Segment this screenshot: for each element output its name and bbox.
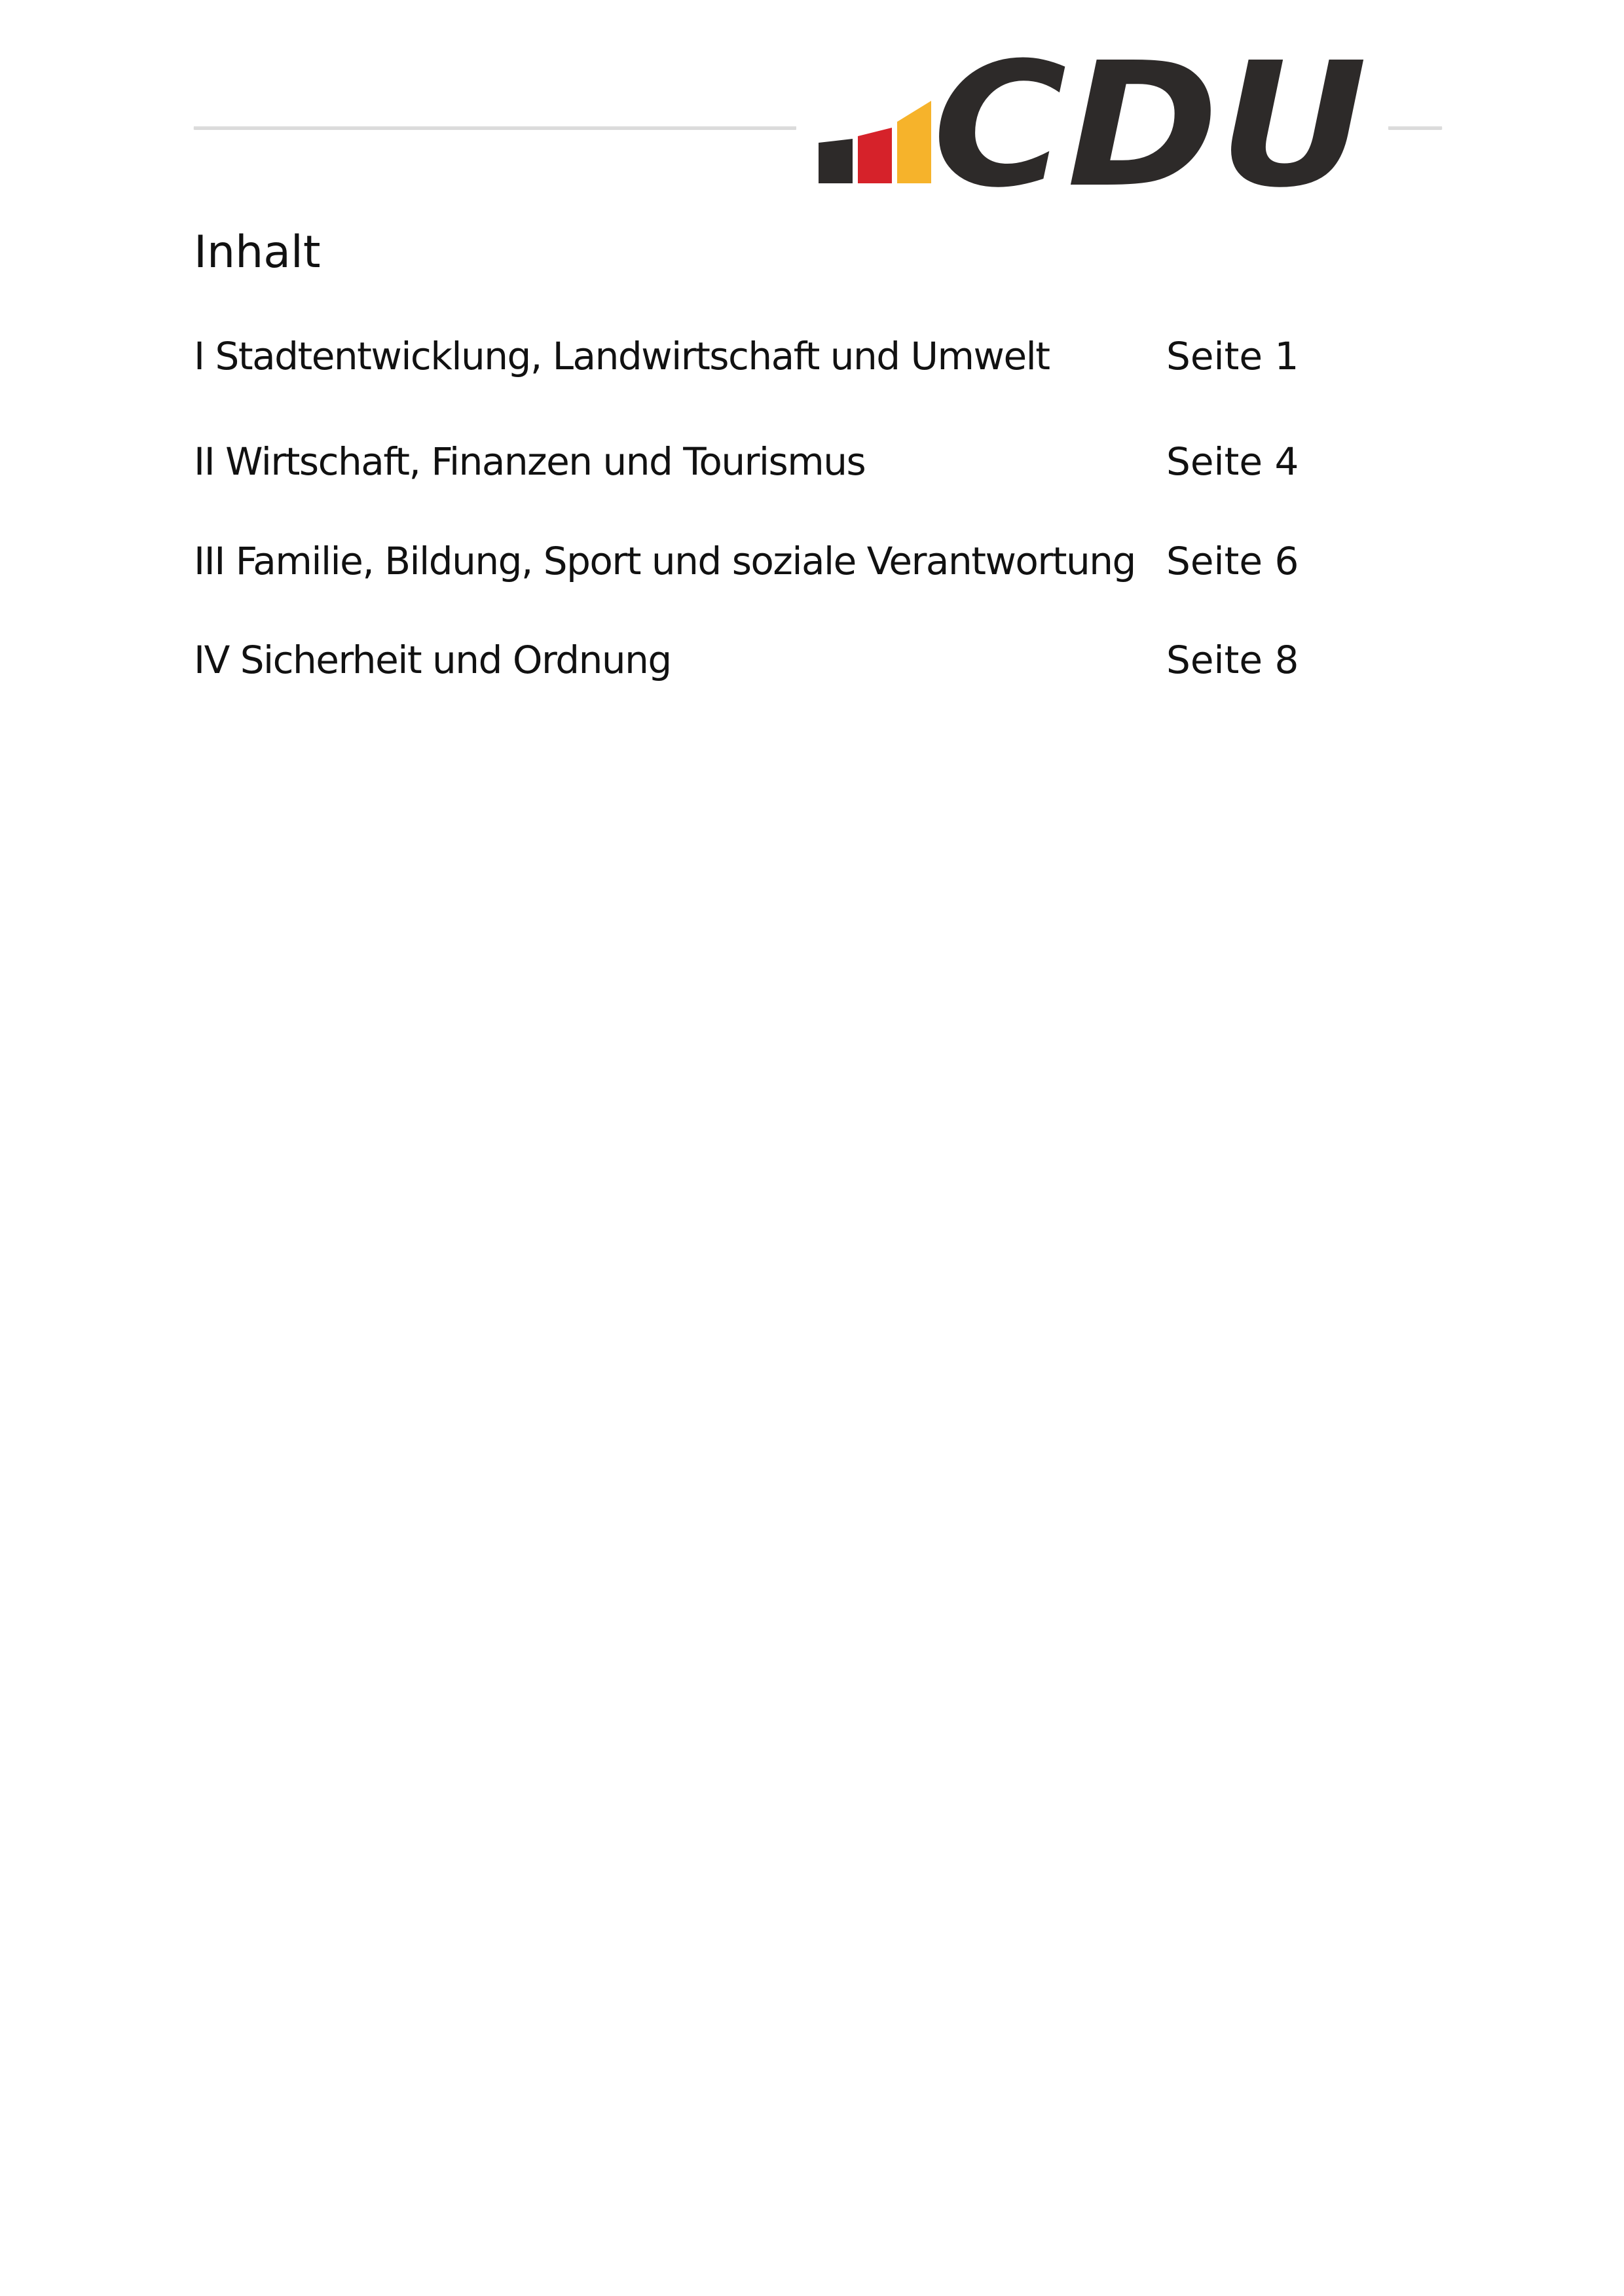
header-rule-left [194, 126, 796, 129]
logo-wordmark: CDU [932, 51, 1367, 203]
logo-bar-dark [819, 139, 853, 183]
toc-entry [194, 539, 1373, 594]
toc-title: Inhalt [194, 227, 321, 278]
toc-entry-page: Seite 6 [1166, 539, 1299, 583]
toc-entry [194, 638, 1373, 693]
toc-entry-page: Seite 4 [1166, 439, 1299, 484]
toc-entry-title: III Familie, Bildung, Sport und soziale Verantwortung [194, 539, 1135, 583]
cdu-logo [796, 51, 1388, 203]
toc-entry [194, 439, 1373, 495]
toc-entry [194, 334, 1373, 390]
toc-entry-title: IV Sicherheit und Ordnung [194, 638, 671, 682]
header-rule-right [1388, 126, 1442, 129]
logo-bar-yellow [897, 101, 931, 183]
toc-entry-title: I Stadtentwicklung, Landwirtschaft und Umwelt [194, 334, 1050, 378]
toc-entry-page: Seite 8 [1166, 638, 1299, 682]
toc-entry-title: II Wirtschaft, Finanzen und Tourismus [194, 439, 866, 484]
toc-entry-page: Seite 1 [1166, 334, 1299, 378]
logo-bar-red [858, 128, 892, 183]
